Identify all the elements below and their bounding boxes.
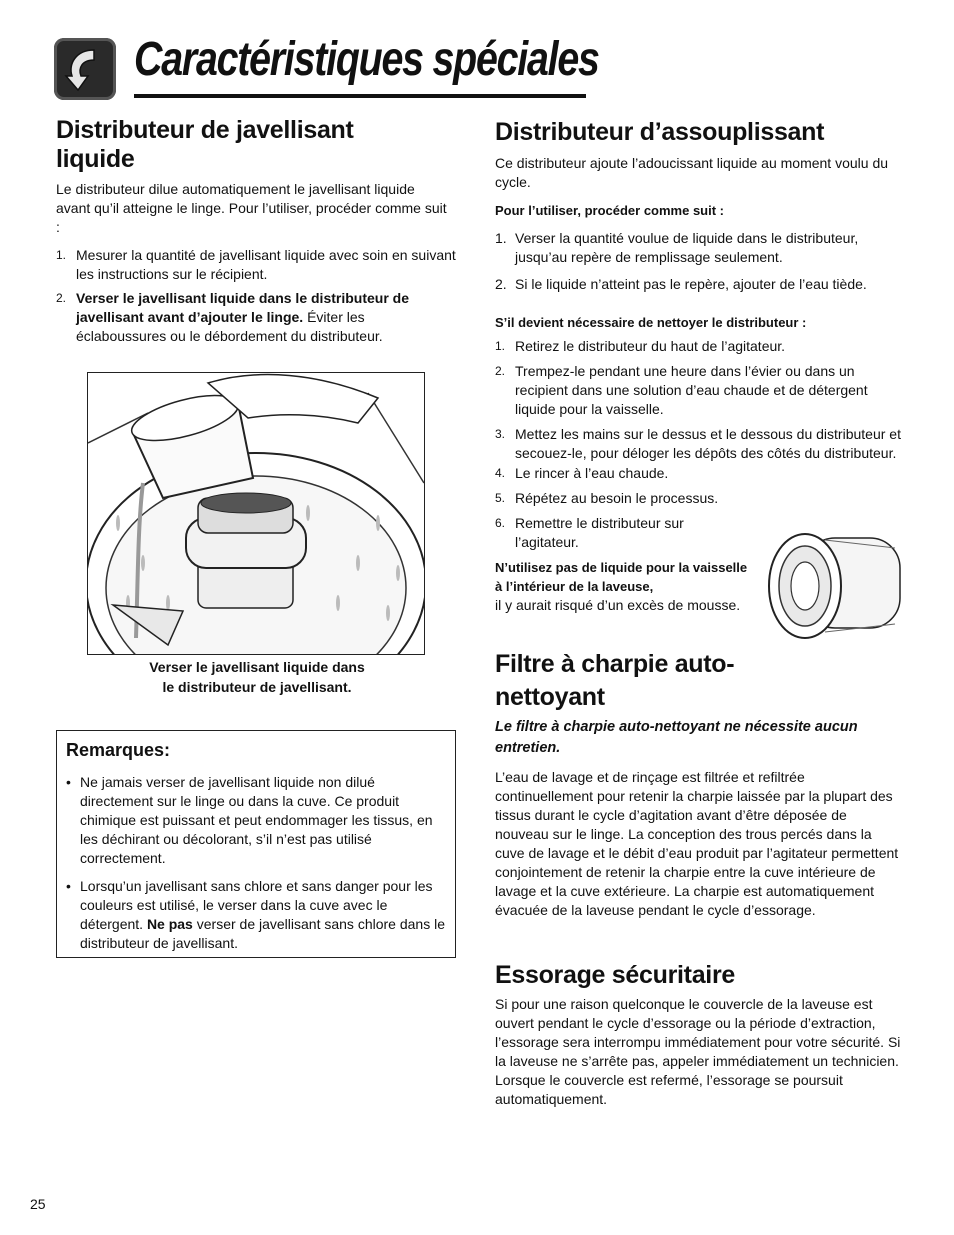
spin-body: Si pour une raison quelconque le couvercle de la laveuse est ouvert pendant le cycle d’essorage ou la période d’extraction, l’essorage sera interrompu immédiatement pour votre sécurité. Si la laveuse ne s’arrête pas, appeler immédiatement un technicien. Lorsque le couvercle est refermé, l’essorage se poursuit automatiquement. [495, 996, 901, 1107]
page-title: Caractéristiques spéciales [134, 33, 599, 86]
remarks-title: Remarques: [66, 740, 171, 760]
lint-filter-section [495, 648, 905, 920]
remark-item: • Lorsqu’un javellisant sans chlore et sans danger pour les couleurs est utilisé, le verser dans la cuve avec le détergent. Ne pas verser de javellisant sans chlore dans le distributeur de javellisant. [66, 878, 445, 951]
softener-clean-step: 2. Trempez-le pendant une heure dans l’évier ou dans un recipient dans une solution d’eau chaude et de détergent liquide pour la vaisselle. [495, 363, 868, 417]
spin-heading: Essorage sécuritaire [495, 961, 735, 989]
bleach-step: 2. Verser le javellisant liquide dans le distributeur de javellisant avant d’ajouter le linge. Éviter les éclaboussures ou le débordement du distributeur. [56, 290, 410, 344]
safe-spin-section [495, 961, 905, 1109]
softener-intro: Ce distributeur ajoute l’adoucissant liquide au moment voulu du cycle. [495, 155, 889, 190]
softener-use-steps [495, 229, 905, 294]
remark-item: • Ne jamais verser de javellisant liquide non dilué directement sur le linge ou dans la cuve. Ce produit chimique est puissant et peut endommager les tissus, en les déchirant ou décolorant, s’il n’est pas utilisé correctement. [66, 774, 433, 866]
remarks-list [66, 773, 445, 953]
bleach-dispenser-section [56, 116, 456, 346]
softener-use-step: 1. Verser la quantité voulue de liquide dans le distributeur, jusqu’au repère de remplissage seulement. [495, 230, 859, 265]
title-rule [134, 94, 586, 98]
lint-heading: Filtre à charpie auto- nettoyant [495, 650, 735, 711]
figure-caption: Verser le javellisant liquide dans le distributeur de javellisant. [149, 659, 365, 695]
softener-clean-step: 4. Le rincer à l’eau chaude. [495, 465, 669, 481]
softener-clean-step: 6. Remettre le distributeur sur l’agitateur. [495, 515, 684, 550]
softener-clean-step: 5. Répétez au besoin le processus. [495, 490, 719, 506]
page-number: 25 [30, 1196, 46, 1212]
bleach-intro: Le distributeur dilue automatiquement le javellisant liquide avant qu’il atteigne le linge. Pour l’utiliser, procéder comme suit : [56, 181, 447, 235]
softener-use-label: Pour l’utiliser, procéder comme suit : [495, 203, 725, 218]
softener-clean-step: 1. Retirez le distributeur du haut de l’agitateur. [495, 338, 786, 354]
lint-subtitle: Le filtre à charpie auto-nettoyant ne nécessite aucun entretien. [495, 719, 858, 756]
bleach-heading: Distributeur de javellisant liquide [56, 116, 354, 173]
softener-dispenser-illustration [765, 528, 905, 643]
softener-heading: Distributeur d’assouplissant [495, 118, 825, 146]
softener-clean-steps [495, 337, 905, 552]
curved-arrow-icon [54, 38, 116, 100]
bleach-pouring-illustration [87, 372, 425, 655]
softener-warning: N’utilisez pas de liquide pour la vaisselle à l’intérieur de la laveuse, il y aurait risqué d’un excès de mousse. [495, 560, 748, 613]
lint-body: L’eau de lavage et de rinçage est filtrée et refiltrée continuellement pour retenir la charpie laissée par la plupart des tissus durant le cycle d’agitation avant d’être déposée de nouveau sur le linge. La conception des trous percés dans la cuve de lavage et le débit d’eau produit par l’agitateur permettent conjointement de retenir la charpie entre la cuve intérieure de lavage et la cuve extérieure. La charpie est automatiquement évacuée de la laveuse pendant le cycle d’essorage. [495, 769, 899, 918]
softener-use-step: 2. Si le liquide n’atteint pas le repère, ajouter de l’eau tiède. [495, 276, 867, 292]
softener-clean-step: 3. Mettez les mains sur le dessus et le dessous du distributeur et secouez-le, pour déloger les dépôts des côtés du distributeur. [495, 426, 901, 461]
remarks-box [56, 730, 456, 958]
bleach-steps [56, 246, 456, 346]
softener-clean-label: S’il devient nécessaire de nettoyer le distributeur : [495, 315, 807, 330]
bleach-step: 1. Mesurer la quantité de javellisant liquide avec soin en suivant les instructions sur le récipient. [56, 247, 456, 282]
